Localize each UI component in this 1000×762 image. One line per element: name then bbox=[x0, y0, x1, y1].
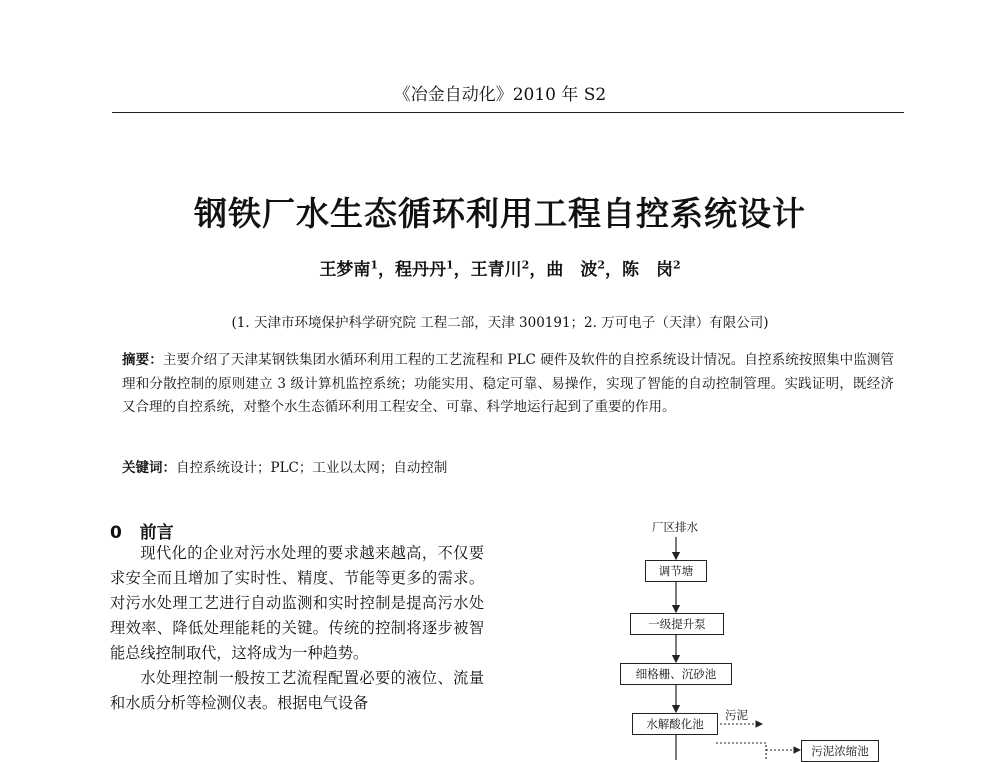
paragraph: 现代化的企业对污水处理的要求越来越高，不仅要求安全而且增加了实时性、精度、节能等更多的需求。对污水处理工艺进行自动监测和实时控制是提高污水处理效率、降低处理能耗的关键。传统的控制将逐步被智能总线控制取代，这将成为一种趋势。 bbox=[110, 544, 484, 662]
paper-title: 钢铁厂水生态循环利用工程自控系统设计 bbox=[194, 194, 806, 233]
keywords-text: 自控系统设计；PLC；工业以太网；自动控制 bbox=[176, 460, 448, 476]
section-title: 前言 bbox=[139, 523, 174, 543]
paragraph: 水处理控制一般按工艺流程配置必要的液位、流量和水质分析等检测仪表。根据电气设备 bbox=[110, 669, 484, 712]
sludge-line bbox=[716, 743, 766, 760]
abstract-label: 摘要： bbox=[122, 352, 163, 368]
flow-step: 污泥浓缩池 bbox=[801, 740, 879, 762]
journal-header: 《冶金自动化》2010 年 S2 bbox=[393, 85, 607, 105]
flow-start-label: 厂区排水 bbox=[652, 520, 698, 534]
flow-step: 水解酸化池 bbox=[632, 713, 718, 735]
sludge-label: 污泥 bbox=[725, 708, 748, 722]
author: 陈 岗$^2$ bbox=[621, 258, 681, 280]
flow-step: 调节塘 bbox=[645, 560, 707, 582]
flow-step: 一级提升泵 bbox=[630, 613, 724, 635]
author: 曲 波$^2$， bbox=[546, 258, 622, 280]
author: 王青川$^2$， bbox=[470, 258, 547, 280]
section-number: 0 bbox=[110, 523, 122, 543]
keywords-label: 关键词： bbox=[122, 460, 176, 476]
author: 程丹丹$^1$， bbox=[395, 258, 471, 280]
affiliation: (1. 天津市环境保护科学研究院 工程二部，天津 300191；2. 万可电子（天津）有限公司) bbox=[231, 315, 769, 331]
author: 王梦南$^1$， bbox=[319, 258, 396, 280]
flow-step: 细格栅、沉砂池 bbox=[620, 663, 732, 685]
abstract-text: 主要介绍了天津某钢铁集团水循环利用工程的工艺流程和 PLC 硬件及软件的自控系统设计情况。自控系统按照集中监测管理和分散控制的原则建立 3 级计算机监控系统；功能实用、稳定可靠、易操作，实现了智能的自动控制管理。实践证明，既经济又合理的自控系统，对整个水生态循环利用工程安全、可靠、科学地运行起到了重要的作用。 bbox=[122, 352, 895, 415]
